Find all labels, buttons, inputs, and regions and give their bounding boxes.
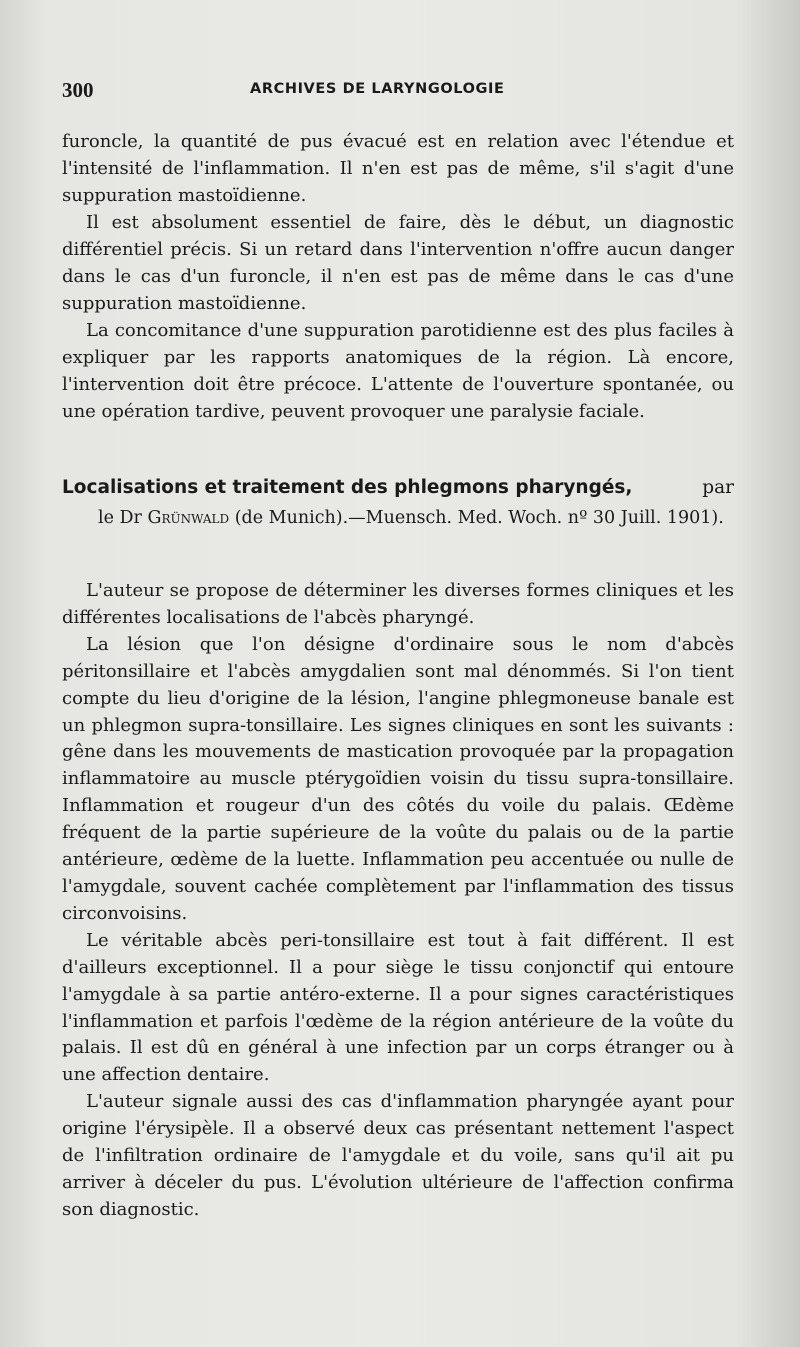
article-text	[62, 578, 734, 1224]
author-prefix: le Dr	[98, 508, 142, 528]
article-header	[62, 474, 734, 532]
paragraph: L'auteur se propose de déterminer les diverses formes cliniques et les différentes localisations de l'abcès pharyngé.	[62, 580, 734, 628]
article-title-suffix: par	[702, 477, 734, 498]
paragraph: La lésion que l'on désigne d'ordinaire sous le nom d'abcès péritonsillaire et l'abcès amygdalien sont mal dénommés. Si l'on tient compte du lieu d'origine de la lésion, l'angine phlegmoneuse banale est un phlegmon supra-tonsillaire. Les signes cliniques en sont les suivants : gêne dans les mouvements de mastication provoquée par la propagation inflammatoire au muscle ptérygoïdien voisin du tissu supra-tonsillaire. Inflammation et rougeur d'un des côtés du voile du palais. Œdème fréquent de la partie supérieure de la voûte du palais ou de la partie antérieure, œdème de la luette. Inflammation peu accentuée ou nulle de l'amygdale, souvent cachée complètement par l'inflammation des tissus circonvoisins.	[62, 633, 734, 924]
citation-text: (de Munich).—Muensch. Med. Woch. nº 30 Juill. 1901).	[234, 508, 724, 528]
paragraph: furoncle, la quantité de pus évacué est en relation avec l'étendue et l'intensité de l'inflammation. Il n'en est pas de même, s'il s'agit d'une suppuration mastoïdienne.	[62, 131, 734, 206]
intro-text	[62, 128, 734, 425]
author-name: Grünwald	[147, 508, 230, 528]
article-citation	[98, 505, 734, 532]
page-number: 300	[62, 78, 94, 102]
paragraph: Le véritable abcès peri-tonsillaire est tout à fait différent. Il est d'ailleurs exceptionnel. Il a pour siège le tissu conjonctif qui entoure l'amygdale à sa partie antéro-externe. Il a pour signes caractéristiques l'inflammation et parfois l'œdème de la région antérieure de la voûte du palais. Il est dû en général à une infection par un corps étranger ou à une affection dentaire.	[62, 929, 734, 1086]
running-title: ARCHIVES DE LARYNGOLOGIE	[250, 81, 505, 97]
article-title	[62, 474, 734, 501]
paragraph: Il est absolument essentiel de faire, dès le début, un diagnostic différentiel précis. Si un retard dans l'intervention n'offre aucun danger dans le cas d'un furoncle, il n'en est pas de même dans le cas d'une suppuration mastoïdienne.	[62, 212, 734, 314]
paragraph: L'auteur signale aussi des cas d'inflammation pharyngée ayant pour origine l'érysipèle. Il a observé deux cas présentant nettement l'aspect de l'infiltration ordinaire de l'amygdale et du voile, sans qu'il ait pu arriver à déceler du pus. L'évolution ultérieure de l'affection confirma son diagnostic.	[62, 1091, 734, 1220]
page-header	[62, 78, 734, 102]
article-title-text: Localisations et traitement des phlegmons pharyngés,	[62, 477, 633, 498]
paragraph: La concomitance d'une suppuration parotidienne est des plus faciles à expliquer par les rapports anatomiques de la région. Là encore, l'intervention doit être précoce. L'attente de l'ouverture spontanée, ou une opération tardive, peuvent provoquer une paralysie faciale.	[62, 320, 734, 422]
